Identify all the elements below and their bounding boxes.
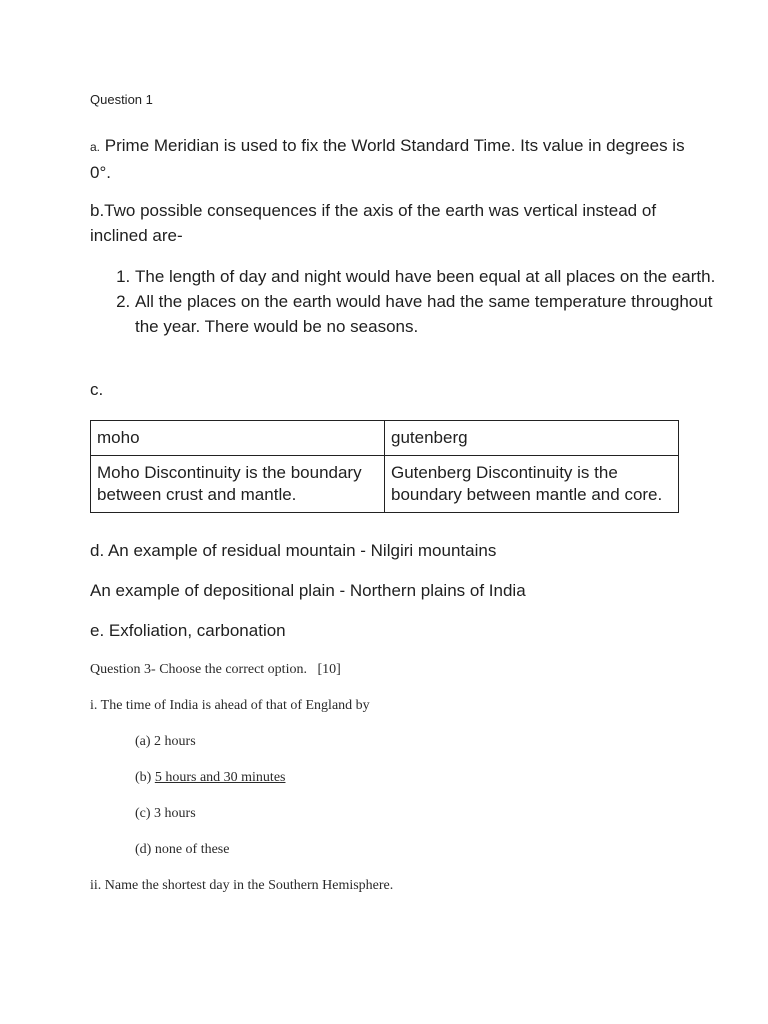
answer-a-prefix: a. [90,140,101,154]
option-a [135,734,196,750]
discontinuity-table [90,420,679,513]
table-cell: Moho Discontinuity is the boundary between crust and mantle. [91,456,385,513]
option-prefix: (d) [135,842,155,857]
answer-b-text: b.Two possible consequences if the axis of the earth was vertical instead of inclined are- [90,201,657,245]
question-3-i: i. The time of India is ahead of that of England by [90,698,370,713]
option-prefix: (a) [135,734,155,749]
option-text: 3 hours [154,806,196,821]
table-row [91,456,679,513]
table-header-row [91,421,679,456]
option-c [135,806,196,822]
question-3-ii: ii. Name the shortest day in the Southern Hemisphere. [90,878,394,893]
list-item: 2. All the places on the earth would have had the same temperature throughout the year. There would be no seasons. [135,289,735,339]
table-header-cell: moho [91,421,385,456]
option-b [135,770,285,786]
answer-c-label: c. [90,380,104,399]
list-item: 1. The length of day and night would have been equal at all places on the earth. [135,264,735,289]
consequences-list [90,264,735,339]
table-cell: Gutenberg Discontinuity is the boundary between mantle and core. [385,456,679,513]
answer-e: e. Exfoliation, carbonation [90,621,286,640]
option-d [135,842,229,858]
answer-d-residual: d. An example of residual mountain - Nilgiri mountains [90,541,497,560]
question-3-heading: Question 3- Choose the correct option. [10] [90,662,341,677]
answer-d-depositional: An example of depositional plain - Northern plains of India [90,581,526,600]
question-1-heading: Question 1 [90,92,153,107]
option-prefix: (c) [135,806,155,821]
table-header-cell: gutenberg [385,421,679,456]
option-text-underlined: 5 hours and 30 minutes [154,770,286,785]
answer-a [90,133,690,185]
answer-a-text: Prime Meridian is used to fix the World Standard Time. Its value in degrees is 0°. [90,136,685,182]
option-text: 2 hours [154,734,196,749]
option-prefix: (b) [135,770,155,785]
option-text: none of these [154,842,230,857]
